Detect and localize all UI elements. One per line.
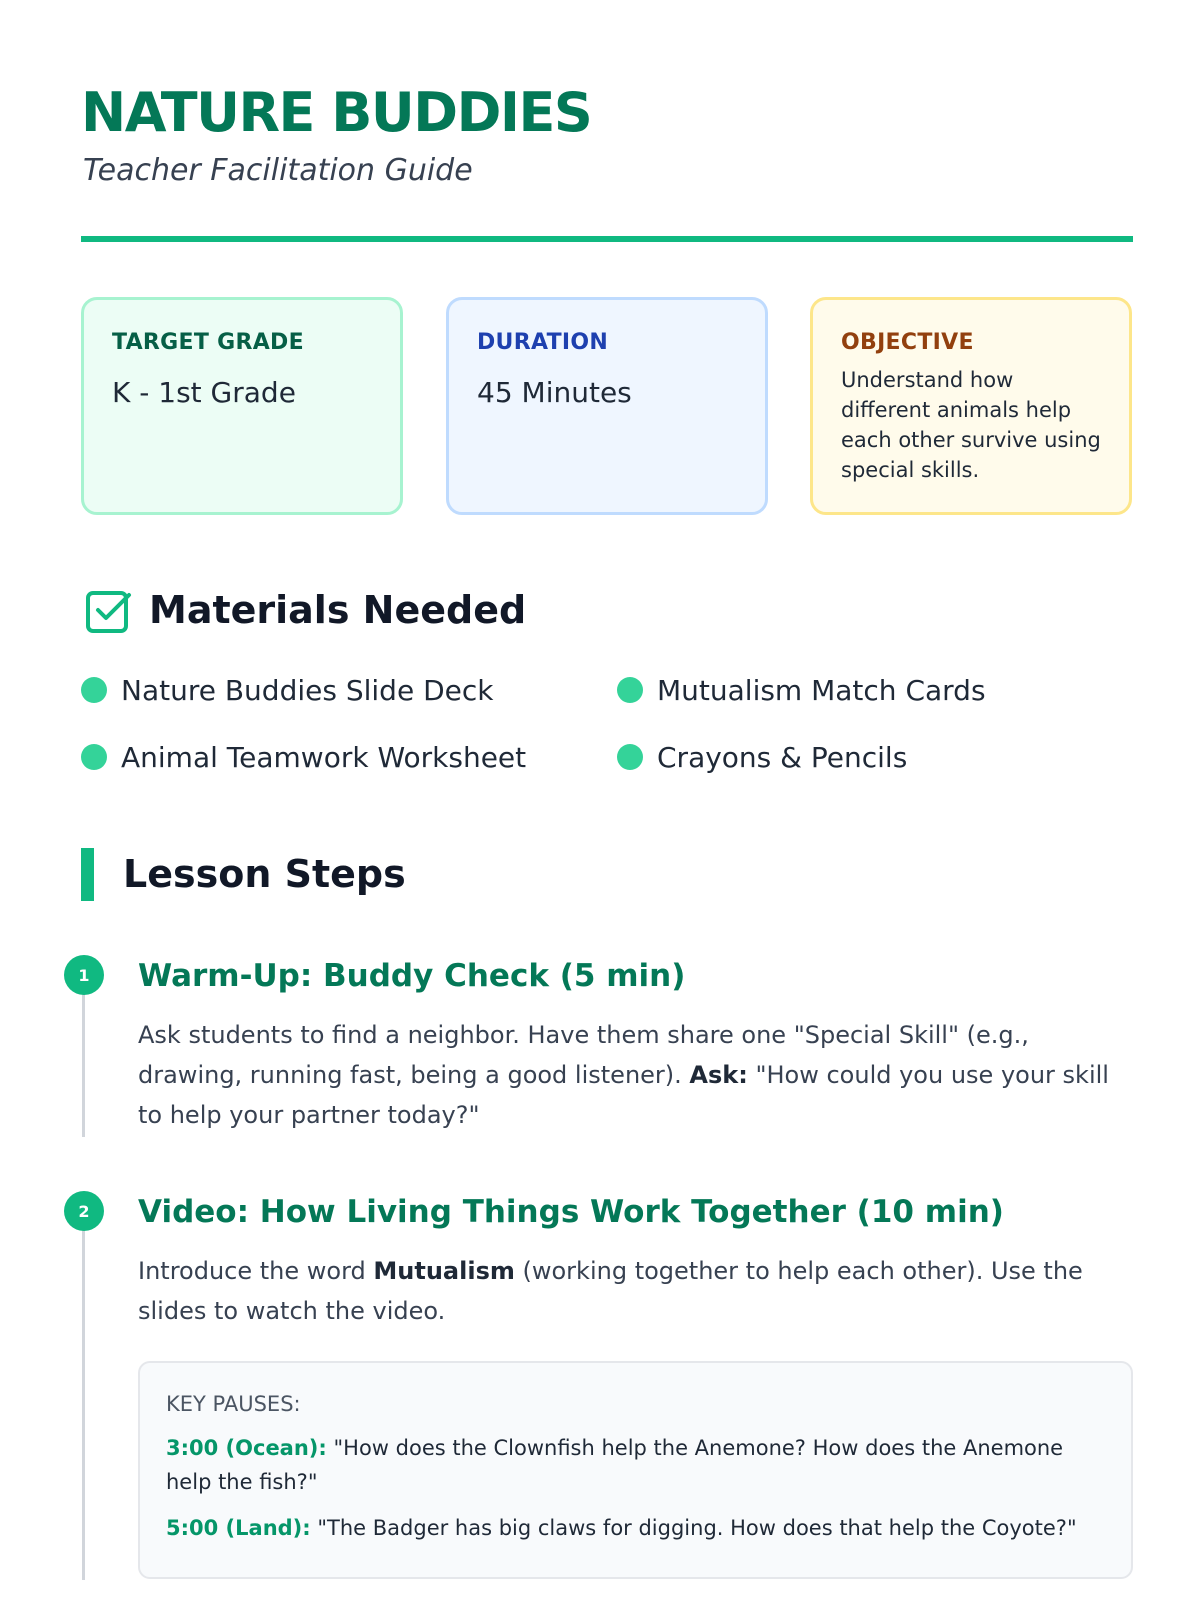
- lesson-steps-heading: Lesson Steps: [123, 852, 406, 896]
- step-description: Introduce the word Mutualism (working together to help each other). Use the slides to watch the video.: [138, 1257, 1083, 1325]
- key-pause-item: 5:00 (Land): "The Badger has big claws for digging. How does that help the Coyote?": [166, 1516, 1077, 1540]
- step-description: Ask students to find a neighbor. Have them share one "Special Skill" (e.g., drawing, running fast, being a good listener). Ask: "How could you use your skill to help your partner today?": [138, 1021, 1109, 1129]
- timeline-line: [82, 975, 85, 1137]
- material-item: [617, 670, 986, 710]
- duration-card: [446, 297, 768, 515]
- checkbox-icon: [85, 588, 133, 636]
- objective-text: Understand how different animals help each other survive using special skills.: [841, 368, 1101, 482]
- materials-heading: Materials Needed: [149, 588, 527, 632]
- material-item-label: Nature Buddies Slide Deck: [121, 673, 494, 707]
- bullet-dot-icon: [617, 677, 643, 703]
- timeline-line: [82, 1210, 85, 1580]
- target-grade-card: [81, 297, 403, 515]
- key-pauses-label: KEY PAUSES:: [166, 1392, 301, 1416]
- page-subtitle: Teacher Facilitation Guide: [83, 153, 473, 188]
- key-pauses-box: [138, 1361, 1133, 1579]
- material-item-label: Animal Teamwork Worksheet: [121, 740, 527, 774]
- header-divider: [81, 236, 1133, 242]
- objective-card: [810, 297, 1132, 515]
- page-title: NATURE BUDDIES: [81, 81, 592, 144]
- duration-label: DURATION: [477, 330, 609, 355]
- material-item-label: Mutualism Match Cards: [657, 673, 986, 707]
- material-item: [81, 737, 526, 777]
- guide-page: [78, 0, 1133, 1600]
- bullet-dot-icon: [81, 744, 107, 770]
- target-grade-value: K - 1st Grade: [112, 376, 296, 409]
- step-title: Video: How Living Things Work Together (10 min): [138, 1194, 1004, 1230]
- section-accent-bar: [81, 848, 94, 901]
- material-item: [81, 670, 493, 710]
- bullet-dot-icon: [617, 744, 643, 770]
- step-number-badge: 2: [64, 1191, 104, 1231]
- duration-value: 45 Minutes: [477, 376, 632, 409]
- bullet-dot-icon: [81, 677, 107, 703]
- objective-label: OBJECTIVE: [841, 330, 974, 355]
- material-item-label: Crayons & Pencils: [657, 740, 908, 774]
- target-grade-label: TARGET GRADE: [112, 330, 304, 355]
- step-title: Warm-Up: Buddy Check (5 min): [138, 958, 686, 994]
- material-item: [617, 737, 907, 777]
- key-pause-item: 3:00 (Ocean): "How does the Clownfish help the Anemone? How does the Anemone help the fish?": [166, 1436, 1064, 1494]
- step-number-badge: 1: [64, 955, 104, 995]
